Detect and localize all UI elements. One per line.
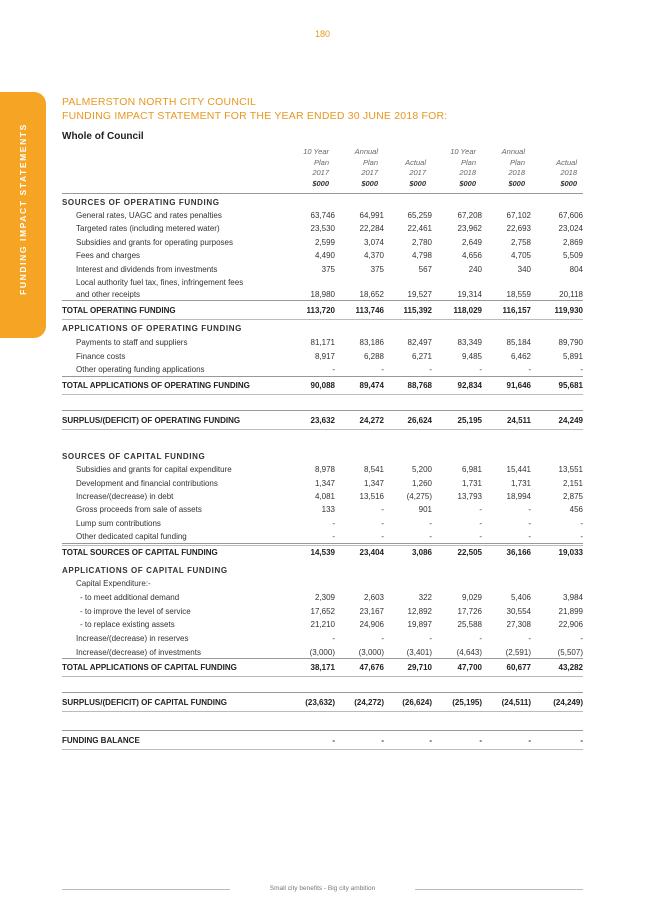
row-label: Payments to staff and suppliers — [76, 338, 188, 347]
row-divider — [62, 410, 583, 411]
row-label: FUNDING BALANCE — [62, 736, 140, 745]
cell-value: (24,272) — [354, 698, 384, 707]
cell-value: (3,000) — [358, 648, 384, 657]
cell-value: 6,288 — [363, 352, 384, 361]
cell-value: - — [381, 505, 384, 514]
cell-value: 81,171 — [310, 338, 335, 347]
cell-value: 17,652 — [310, 607, 335, 616]
row-divider — [62, 676, 583, 677]
column-unit: $000 — [508, 178, 525, 188]
cell-value: 375 — [321, 265, 335, 274]
cell-value: - — [429, 736, 432, 745]
row-label: APPLICATIONS OF OPERATING FUNDING — [62, 324, 242, 333]
section-side-tab — [0, 92, 46, 338]
cell-value: (2,591) — [505, 648, 531, 657]
cell-value: 3,984 — [562, 593, 583, 602]
cell-value: - — [580, 365, 583, 374]
cell-value: 27,308 — [506, 620, 531, 629]
cell-value: 22,461 — [407, 224, 432, 233]
column-header-line: 2017 — [361, 168, 378, 177]
cell-value: 63,746 — [310, 211, 335, 220]
cell-value: - — [429, 532, 432, 541]
row-label: TOTAL APPLICATIONS OF OPERATING FUNDING — [62, 381, 250, 390]
column-header-line: 10 Year — [450, 147, 476, 156]
cell-value: 89,790 — [558, 338, 583, 347]
cell-value: 1,731 — [510, 479, 531, 488]
column-header-line: 2018 — [560, 168, 577, 177]
cell-value: 1,731 — [461, 479, 482, 488]
column-unit: $000 — [409, 178, 426, 188]
cell-value: - — [528, 505, 531, 514]
cell-value: 6,981 — [461, 465, 482, 474]
cell-value: 375 — [370, 265, 384, 274]
column-header-line: Annual — [354, 147, 378, 156]
column-header — [471, 147, 525, 189]
cell-value: 20,118 — [559, 290, 583, 299]
cell-value: 3,086 — [411, 548, 432, 557]
row-label: Finance costs — [76, 352, 126, 361]
title-line-1: PALMERSTON NORTH CITY COUNCIL — [62, 96, 257, 108]
row-label: SURPLUS/(DEFICIT) OF OPERATING FUNDING — [62, 416, 241, 425]
side-tab-label: FUNDING IMPACT STATEMENTS — [18, 123, 28, 295]
cell-value: 1,347 — [314, 479, 335, 488]
cell-value: 4,370 — [363, 251, 384, 260]
cell-value: 1,260 — [411, 479, 432, 488]
cell-value: (24,511) — [501, 698, 531, 707]
row-label: Interest and dividends from investments — [76, 265, 218, 274]
cell-value: 18,559 — [506, 290, 531, 299]
cell-value: - — [381, 736, 384, 745]
cell-value: - — [381, 532, 384, 541]
column-header-line: Annual — [501, 147, 525, 156]
row-label: Targeted rates (including metered water) — [76, 224, 220, 233]
cell-value: 83,186 — [359, 338, 384, 347]
cell-value: 24,249 — [558, 416, 583, 425]
cell-value: - — [479, 736, 482, 745]
column-header-line: Plan — [509, 157, 525, 167]
cell-value: 322 — [418, 593, 432, 602]
cell-value: 4,798 — [411, 251, 432, 260]
cell-value: 19,314 — [457, 290, 482, 299]
cell-value: 22,906 — [558, 620, 583, 629]
cell-value: - — [528, 736, 531, 745]
cell-value: 2,309 — [314, 593, 335, 602]
cell-value: 67,606 — [558, 211, 583, 220]
cell-value: (3,401) — [406, 648, 432, 657]
cell-value: - — [580, 736, 583, 745]
cell-value: 30,554 — [506, 607, 531, 616]
cell-value: 2,603 — [363, 593, 384, 602]
cell-value: 2,649 — [461, 238, 482, 247]
cell-value: - — [429, 634, 432, 643]
row-divider — [62, 658, 583, 659]
column-header — [275, 147, 329, 189]
column-header-line: Plan — [460, 157, 476, 167]
cell-value: 5,406 — [510, 593, 531, 602]
cell-value: 25,195 — [457, 416, 482, 425]
row-label: Development and financial contributions — [76, 479, 218, 488]
row-divider — [62, 376, 583, 377]
row-label: Increase/(decrease) of investments — [76, 648, 201, 657]
cell-value: - — [528, 519, 531, 528]
cell-value: - — [381, 519, 384, 528]
row-divider — [62, 429, 583, 430]
cell-value: 21,899 — [558, 607, 583, 616]
cell-value: (3,000) — [309, 648, 335, 657]
cell-value: 133 — [321, 505, 335, 514]
cell-value: 64,991 — [359, 211, 384, 220]
column-unit: $000 — [459, 178, 476, 188]
column-header-line: Plan — [362, 157, 378, 167]
cell-value: - — [580, 519, 583, 528]
row-divider — [62, 730, 583, 731]
cell-value: 23,530 — [310, 224, 335, 233]
title-line-2: FUNDING IMPACT STATEMENT FOR THE YEAR ENDED 30 JUNE 2018 FOR: — [62, 110, 448, 122]
cell-value: 113,746 — [355, 306, 384, 315]
cell-value: - — [479, 634, 482, 643]
page-title — [62, 95, 447, 123]
cell-value: 88,768 — [407, 381, 432, 390]
cell-value: - — [332, 532, 335, 541]
row-label: Lump sum contributions — [76, 519, 161, 528]
footer-line-right — [415, 889, 583, 890]
cell-value: 21,210 — [310, 620, 335, 629]
cell-value: - — [429, 365, 432, 374]
column-header-line: Plan — [313, 157, 329, 167]
cell-value: 22,505 — [457, 548, 482, 557]
cell-value: 2,599 — [314, 238, 335, 247]
cell-value: - — [479, 505, 482, 514]
header-divider — [62, 193, 583, 194]
cell-value: 4,656 — [461, 251, 482, 260]
cell-value: 82,497 — [407, 338, 432, 347]
row-label: APPLICATIONS OF CAPITAL FUNDING — [62, 566, 228, 575]
footer-tagline: Small city benefits - Big city ambition — [269, 885, 376, 892]
column-header-line: 10 Year — [303, 147, 329, 156]
row-label: - to improve the level of service — [80, 607, 191, 616]
cell-value: 90,088 — [310, 381, 335, 390]
row-label: SURPLUS/(DEFICIT) OF CAPITAL FUNDING — [62, 698, 228, 707]
cell-value: 1,347 — [363, 479, 384, 488]
cell-value: 3,074 — [363, 238, 384, 247]
row-label: - to replace existing assets — [80, 620, 175, 629]
cell-value: 12,892 — [407, 607, 432, 616]
cell-value: 113,720 — [306, 306, 335, 315]
cell-value: 19,897 — [407, 620, 432, 629]
cell-value: 8,917 — [314, 352, 335, 361]
cell-value: (25,195) — [452, 698, 482, 707]
cell-value: 567 — [418, 265, 432, 274]
column-unit: $000 — [560, 178, 577, 188]
column-header — [324, 147, 378, 189]
cell-value: - — [479, 365, 482, 374]
row-label: and other receipts — [76, 290, 141, 299]
cell-value: 22,284 — [359, 224, 384, 233]
cell-value: 13,551 — [558, 465, 583, 474]
cell-value: 18,652 — [359, 290, 384, 299]
row-label: Fees and charges — [76, 251, 141, 260]
cell-value: 47,676 — [359, 663, 384, 672]
cell-value: 65,259 — [407, 211, 432, 220]
cell-value: - — [580, 532, 583, 541]
cell-value: (4,643) — [456, 648, 482, 657]
column-header — [372, 147, 426, 189]
cell-value: - — [332, 736, 335, 745]
cell-value: - — [332, 634, 335, 643]
cell-value: - — [381, 365, 384, 374]
cell-value: 67,102 — [506, 211, 531, 220]
cell-value: 2,875 — [562, 492, 583, 501]
cell-value: 18,980 — [310, 290, 335, 299]
cell-value: (5,507) — [557, 648, 583, 657]
cell-value: 115,392 — [403, 306, 432, 315]
column-header-line: Actual — [405, 157, 426, 167]
cell-value: 60,677 — [506, 663, 531, 672]
cell-value: 13,793 — [457, 492, 482, 501]
cell-value: 23,167 — [359, 607, 384, 616]
cell-value: 23,404 — [359, 548, 384, 557]
cell-value: (23,632) — [305, 698, 335, 707]
cell-value: 13,516 — [359, 492, 384, 501]
cell-value: - — [528, 634, 531, 643]
column-unit: $000 — [312, 178, 329, 188]
column-header-line: 2017 — [409, 168, 426, 177]
cell-value: - — [528, 365, 531, 374]
row-label: Local authority fuel tax, fines, infringement fees — [76, 278, 244, 287]
cell-value: 67,208 — [457, 211, 482, 220]
row-divider — [62, 711, 583, 712]
row-divider — [62, 300, 583, 301]
cell-value: 15,441 — [506, 465, 531, 474]
row-label: Other dedicated capital funding — [76, 532, 187, 541]
cell-value: 8,978 — [314, 465, 335, 474]
row-label: SOURCES OF CAPITAL FUNDING — [62, 452, 206, 461]
cell-value: 5,200 — [411, 465, 432, 474]
cell-value: 22,693 — [506, 224, 531, 233]
cell-value: 89,474 — [359, 381, 384, 390]
row-label: - to meet additional demand — [80, 593, 180, 602]
row-divider — [62, 692, 583, 693]
page-number: 180 — [314, 29, 331, 39]
column-header-line: 2018 — [459, 168, 476, 177]
cell-value: 24,906 — [359, 620, 384, 629]
row-label: TOTAL SOURCES OF CAPITAL FUNDING — [62, 548, 218, 557]
row-label: SOURCES OF OPERATING FUNDING — [62, 198, 220, 207]
row-label: Subsidies and grants for operating purposes — [76, 238, 233, 247]
cell-value: 9,485 — [461, 352, 482, 361]
cell-value: 29,710 — [407, 663, 432, 672]
cell-value: 4,490 — [314, 251, 335, 260]
cell-value: - — [381, 634, 384, 643]
cell-value: 6,271 — [411, 352, 432, 361]
row-label: Subsidies and grants for capital expenditure — [76, 465, 232, 474]
cell-value: 47,700 — [457, 663, 482, 672]
cell-value: 901 — [418, 505, 432, 514]
cell-value: 95,681 — [558, 381, 583, 390]
row-divider — [62, 394, 583, 395]
cell-value: 24,511 — [506, 416, 531, 425]
cell-value: 9,029 — [461, 593, 482, 602]
row-label: TOTAL APPLICATIONS OF CAPITAL FUNDING — [62, 663, 237, 672]
cell-value: - — [479, 532, 482, 541]
row-label: Gross proceeds from sale of assets — [76, 505, 202, 514]
cell-value: 4,081 — [314, 492, 335, 501]
cell-value: 19,033 — [558, 548, 583, 557]
cell-value: 23,962 — [457, 224, 482, 233]
row-label: Increase/(decrease) in reserves — [76, 634, 189, 643]
column-header — [523, 147, 577, 189]
row-label: Increase/(decrease) in debt — [76, 492, 174, 501]
cell-value: 116,157 — [502, 306, 531, 315]
row-divider — [62, 543, 583, 544]
cell-value: - — [429, 519, 432, 528]
cell-value: 91,646 — [506, 381, 531, 390]
cell-value: 2,869 — [562, 238, 583, 247]
cell-value: 2,758 — [510, 238, 531, 247]
cell-value: 25,588 — [457, 620, 482, 629]
cell-value: - — [332, 365, 335, 374]
cell-value: 23,024 — [558, 224, 583, 233]
page-subtitle: Whole of Council — [62, 131, 144, 142]
cell-value: 18,994 — [506, 492, 531, 501]
row-label: Other operating funding applications — [76, 365, 205, 374]
column-header-line: Actual — [556, 157, 577, 167]
row-label: TOTAL OPERATING FUNDING — [62, 306, 176, 315]
cell-value: 14,539 — [310, 548, 335, 557]
cell-value: 119,930 — [554, 306, 583, 315]
cell-value: 8,541 — [363, 465, 384, 474]
cell-value: 5,891 — [562, 352, 583, 361]
cell-value: 36,166 — [506, 548, 531, 557]
cell-value: (4,275) — [406, 492, 432, 501]
cell-value: 85,184 — [506, 338, 531, 347]
cell-value: 24,272 — [359, 416, 384, 425]
row-divider — [62, 319, 583, 320]
column-header-line — [372, 147, 426, 158]
cell-value: (24,249) — [553, 698, 583, 707]
cell-value: 5,509 — [562, 251, 583, 260]
cell-value: 26,624 — [407, 416, 432, 425]
cell-value: 4,705 — [510, 251, 531, 260]
column-header-line: 2018 — [508, 168, 525, 177]
cell-value: 83,349 — [457, 338, 482, 347]
column-header — [422, 147, 476, 189]
cell-value: 240 — [468, 265, 482, 274]
cell-value: - — [580, 634, 583, 643]
cell-value: 456 — [569, 505, 583, 514]
cell-value: 19,527 — [407, 290, 432, 299]
row-divider — [62, 545, 583, 546]
column-unit: $000 — [361, 178, 378, 188]
row-divider — [62, 749, 583, 750]
cell-value: 2,151 — [562, 479, 583, 488]
column-header-line — [523, 147, 577, 158]
cell-value: - — [528, 532, 531, 541]
cell-value: (26,624) — [402, 698, 432, 707]
cell-value: 2,780 — [411, 238, 432, 247]
cell-value: 6,462 — [510, 352, 531, 361]
cell-value: - — [332, 519, 335, 528]
cell-value: 118,029 — [453, 306, 482, 315]
cell-value: 23,632 — [310, 416, 335, 425]
cell-value: 340 — [517, 265, 531, 274]
cell-value: 17,726 — [457, 607, 482, 616]
row-label: Capital Expenditure:- — [76, 579, 151, 588]
cell-value: 92,834 — [457, 381, 482, 390]
cell-value: 804 — [569, 265, 583, 274]
column-header-line: 2017 — [312, 168, 329, 177]
row-label: General rates, UAGC and rates penalties — [76, 211, 222, 220]
cell-value: 43,282 — [558, 663, 583, 672]
cell-value: 38,171 — [310, 663, 335, 672]
cell-value: - — [479, 519, 482, 528]
